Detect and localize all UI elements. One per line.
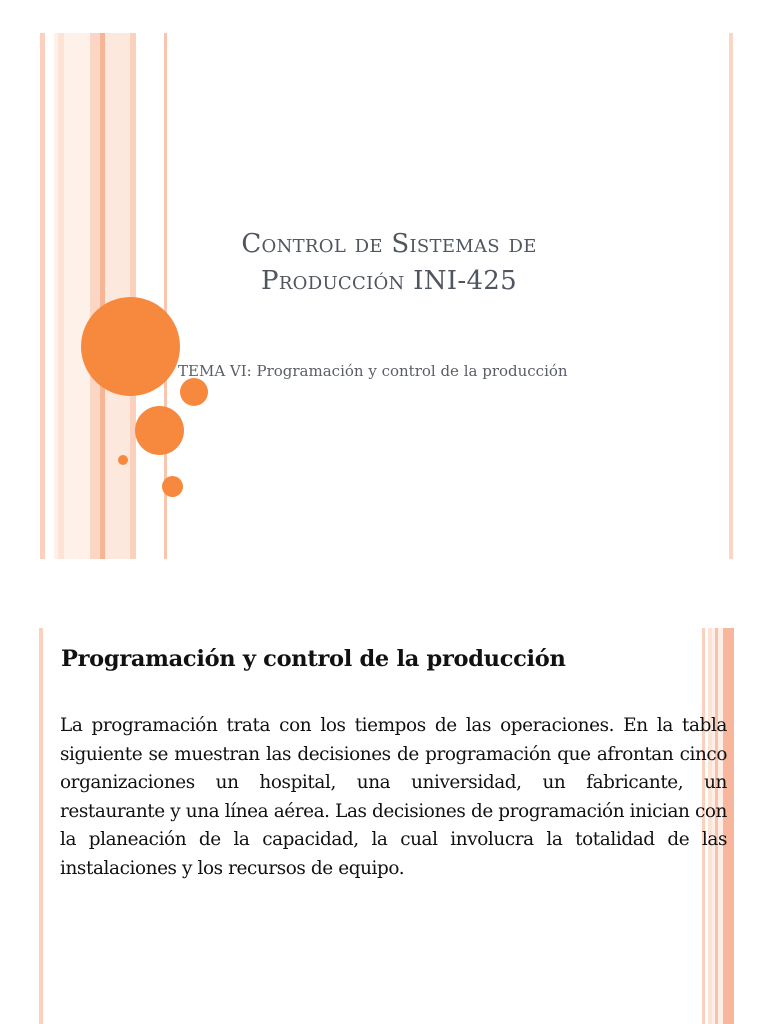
decor-stripe xyxy=(58,33,64,559)
slide-heading: Programación y control de la producción xyxy=(61,646,566,672)
decor-circle-small xyxy=(162,476,183,497)
slide-subtitle: TEMA VI: Programación y control de la producción xyxy=(178,362,568,380)
decor-circle-small xyxy=(180,378,208,406)
decor-stripe xyxy=(105,33,130,559)
decor-stripe xyxy=(130,33,136,559)
title-line-2: Producción INI-425 xyxy=(261,266,517,296)
decor-circle-large xyxy=(81,297,180,396)
decor-stripe xyxy=(729,33,733,559)
decor-circle-medium xyxy=(135,406,184,455)
slide-title xyxy=(150,226,628,300)
decor-circle-tiny xyxy=(118,455,128,465)
content-slide xyxy=(0,628,768,1024)
decor-stripe xyxy=(90,33,100,559)
title-line-1: Control de Sistemas de xyxy=(241,229,537,259)
slide-body-text: La programación trata con los tiempos de las operaciones. En la tabla siguiente se muestran las decisiones de programación que afrontan cinco organizaciones un hospital, una universidad, un fabricante, un restaurante y una línea aérea. Las decisiones de programación inician con la planeación de la capacidad, la cual involucra la totalidad de las instalaciones y los recursos de equipo. xyxy=(60,715,727,879)
decor-stripe xyxy=(39,628,43,1024)
title-slide xyxy=(0,33,768,559)
decor-stripe xyxy=(40,33,45,559)
